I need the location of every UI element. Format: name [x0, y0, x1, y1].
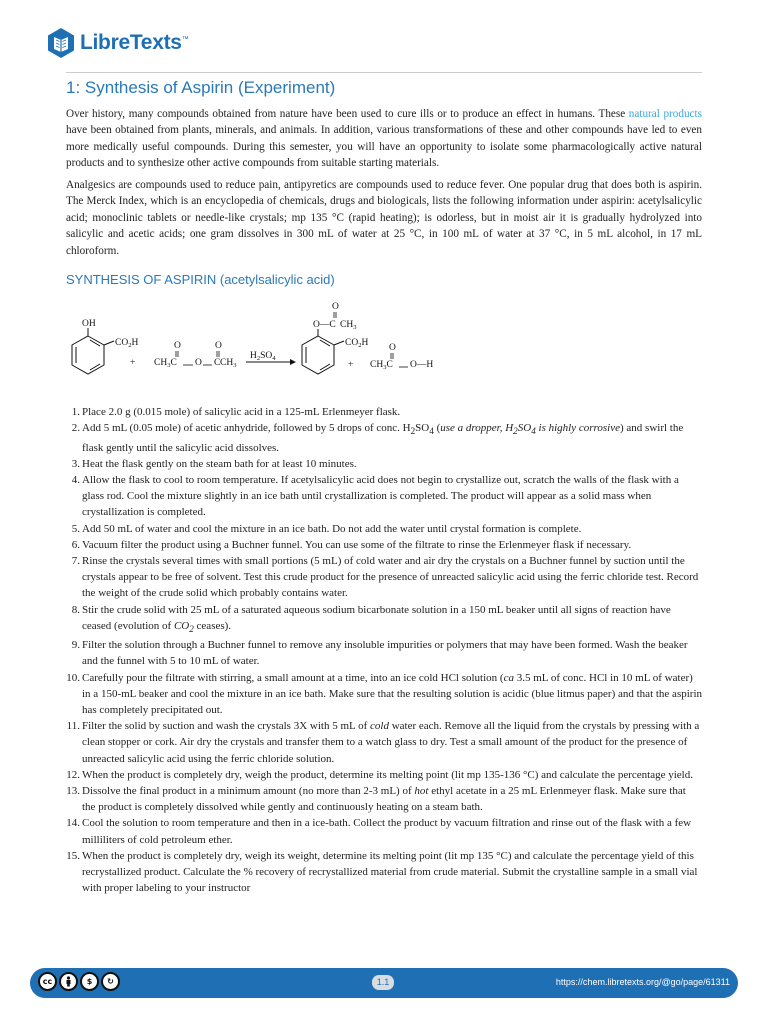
intro-paragraph-1: Over history, many compounds obtained from nature have been used to cure ills or to produce an effect in humans. These natural products have been obtained from plants, minerals, and animals. In addition, various transformations of these and other compounds have led to even more medically useful compounds. During this semester, you will have an opportunity to isolate some pharmacologically active natural products and to synthesize other active compounds from suitable starting materials. — [66, 108, 702, 170]
svg-text:CO2H: $CO_2H$ — [115, 338, 139, 349]
natural-products-link[interactable]: natural products — [628, 108, 702, 120]
svg-text:CO2H: $CO_2H$ — [345, 338, 369, 349]
svg-text:O: O — [389, 343, 396, 353]
list-item: 8. Stir the crude solid with 25 mL of a saturated aqueous sodium bicarbonate solution in a 150 mL beaker until all signs of reaction have ceased (evolution of $CO_2$ ceases). — [71, 603, 671, 635]
list-item: 11. Filter the solid by suction and wash the crystals 3X with 5 mL of cold water each. Remove all the liquid from the crystals by pressing with a clean stopper or cork. Air dry the crystals and transfer them to a watch glass to dry. Test a small amount of the product for the presence of unreacted salicylic acid using the ferric chloride solution. — [66, 720, 700, 765]
svg-text:+: + — [130, 358, 136, 368]
libretexts-logo-icon — [46, 27, 76, 59]
nc-icon: $ — [80, 972, 99, 991]
list-item: 4. Allow the flask to cool to room temperature. If acetylsalicylic acid does not begin to crystallize out, scratch the walls of the flask with a glass rod. Cool the mixture slightly in an ice bath until crystallization is completed. The product will appear as a solid mass when crystallization is completed. — [71, 474, 679, 519]
list-item: 15. When the product is completely dry, weigh its weight, determine its melting point (lit mp 135 °C) and calculate the percentage yield of this recrystallized product. Calculate the % recovery of recrystallized material from crude material. Submit the crystalline sample in a small vial with proper labeling to your instructor — [66, 849, 698, 895]
sa-icon: ↻ — [101, 972, 120, 991]
list-item: 12. When the product is completely dry, weigh the product, determine its melting point (lit mp 135-136 °C) and calculate the percentage yield. — [66, 768, 693, 781]
by-icon — [59, 972, 78, 991]
aspirin-structure — [302, 302, 368, 374]
list-item: 14. Cool the solution to room temperature and then in a ice-bath. Collect the product by vacuum filtration and rinse out of the flask with a few milliliters of cold petroleum ether. — [66, 817, 692, 846]
page-number: 1.1 — [372, 975, 394, 990]
header-divider — [66, 72, 702, 73]
svg-text:CH3: $CH_3$ — [220, 358, 237, 369]
intro-paragraph-2: Analgesics are compounds used to reduce pain, antipyretics are compounds used to reduce fever. One popular drug that does both is aspirin. The Merck Index, which is an encyclopedia of chemicals, drugs and biologicals, lists the following information under aspirin: acetylsalicylic acid; monoclinic tablets or needle-like crystals; mp 135 °C (rapid heating); is odorless, but in moist air it is gradually hydrolyzed into salicylic and acetic acids; one gram dissolves in 300 mL of water at 25 °C, in 100 mL of water at 37 °C, in 5 mL alcohol, in 17 mL chloroform. — [66, 179, 702, 257]
salicylic-acid-structure — [72, 319, 138, 374]
acetic-anhydride-structure — [154, 341, 236, 369]
svg-text:O—C: O—C — [313, 320, 336, 330]
svg-text:CH3: $CH_3$ — [340, 320, 357, 331]
svg-text:O: O — [174, 341, 181, 351]
svg-text:C: C — [214, 358, 221, 368]
reaction-arrow — [246, 351, 296, 365]
section-heading: SYNTHESIS OF ASPIRIN (acetylsalicylic acid) — [66, 272, 335, 287]
svg-text:CH3C: $CH_3C$ — [154, 358, 177, 369]
list-item: 5. Add 50 mL of water and cool the mixture in an ice bath. Do not add the water until crystal formation is complete. — [71, 522, 582, 535]
license-badge[interactable] — [38, 972, 120, 991]
list-item: 1. Place 2.0 g (0.015 mole) of salicylic acid in a 125-mL Erlenmeyer flask. — [71, 406, 401, 418]
list-item: 10. Carefully pour the filtrate with stirring, a small amount at a time, into an ice cold HCl solution (ca 3.5 mL of conc. HCl in 10 mL of water) in a 150-mL beaker and cool the mixture in an ice bath. Make sure that the resulting solution is acidic (blue litmus paper) and that the aspirin has completely precipitated out. — [66, 671, 702, 717]
acetic-acid-structure — [370, 343, 433, 371]
list-item: 7. Rinse the crystals several times with small portions (5 mL) of cold water and air dry the crystals on a Buchner funnel by suction until the crystals appear to be free of solvent. Test this crude product for the presence of unreacted salicylic acid using the ferric chloride test. Record the weight of the crude solid which probably contains water. — [71, 555, 699, 600]
procedure-steps — [66, 404, 702, 896]
list-item: 9. Filter the solution through a Buchner funnel to remove any insoluble impurities or polymers that may have been formed. Wash the beaker and the funnel with 5 to 10 mL of water. — [71, 639, 688, 668]
svg-text:H2SO4: $H_2SO_4$ — [250, 351, 276, 362]
svg-text:O: O — [195, 358, 202, 368]
list-item: 6. Vacuum filter the product using a Buchner funnel. You can use some of the filtrate to rinse the Erlenmeyer flask if necessary. — [71, 538, 632, 551]
page-title: 1: Synthesis of Aspirin (Experiment) — [66, 78, 336, 97]
aspirin-reaction-scheme — [66, 298, 466, 390]
svg-text:OH: OH — [82, 319, 96, 329]
svg-text:CH3C: $CH_3C$ — [370, 360, 393, 371]
libretexts-logo[interactable] — [46, 26, 188, 60]
svg-text:O: O — [332, 302, 339, 312]
page-url[interactable]: https://chem.libretexts.org/@go/page/61311 — [555, 977, 730, 987]
svg-text:+: + — [348, 360, 354, 370]
svg-text:O: O — [215, 341, 222, 351]
cc-icon: cc — [38, 972, 57, 991]
list-item: 13. Dissolve the final product in a minimum amount (no more than 2-3 mL) of hot ethyl acetate in a 25 mL Erlenmeyer flask. Make sure that the product is completely dissolved while gently and continuously heating on a steam bath. — [66, 785, 686, 814]
list-item: 2. Add 5 mL (0.05 mole) of acetic anhydride, followed by 5 drops of conc. $H_2SO_4$ (use a dropper, $H_2SO_4$ is highly corrosive) and swirl the flask gently until the salicylic acid dissolves. — [71, 422, 684, 454]
logo-text: LibreTexts™ — [80, 31, 189, 54]
svg-text:O—H: O—H — [410, 360, 434, 370]
list-item: 3. Heat the flask gently on the steam bath for at least 10 minutes. — [71, 457, 357, 470]
